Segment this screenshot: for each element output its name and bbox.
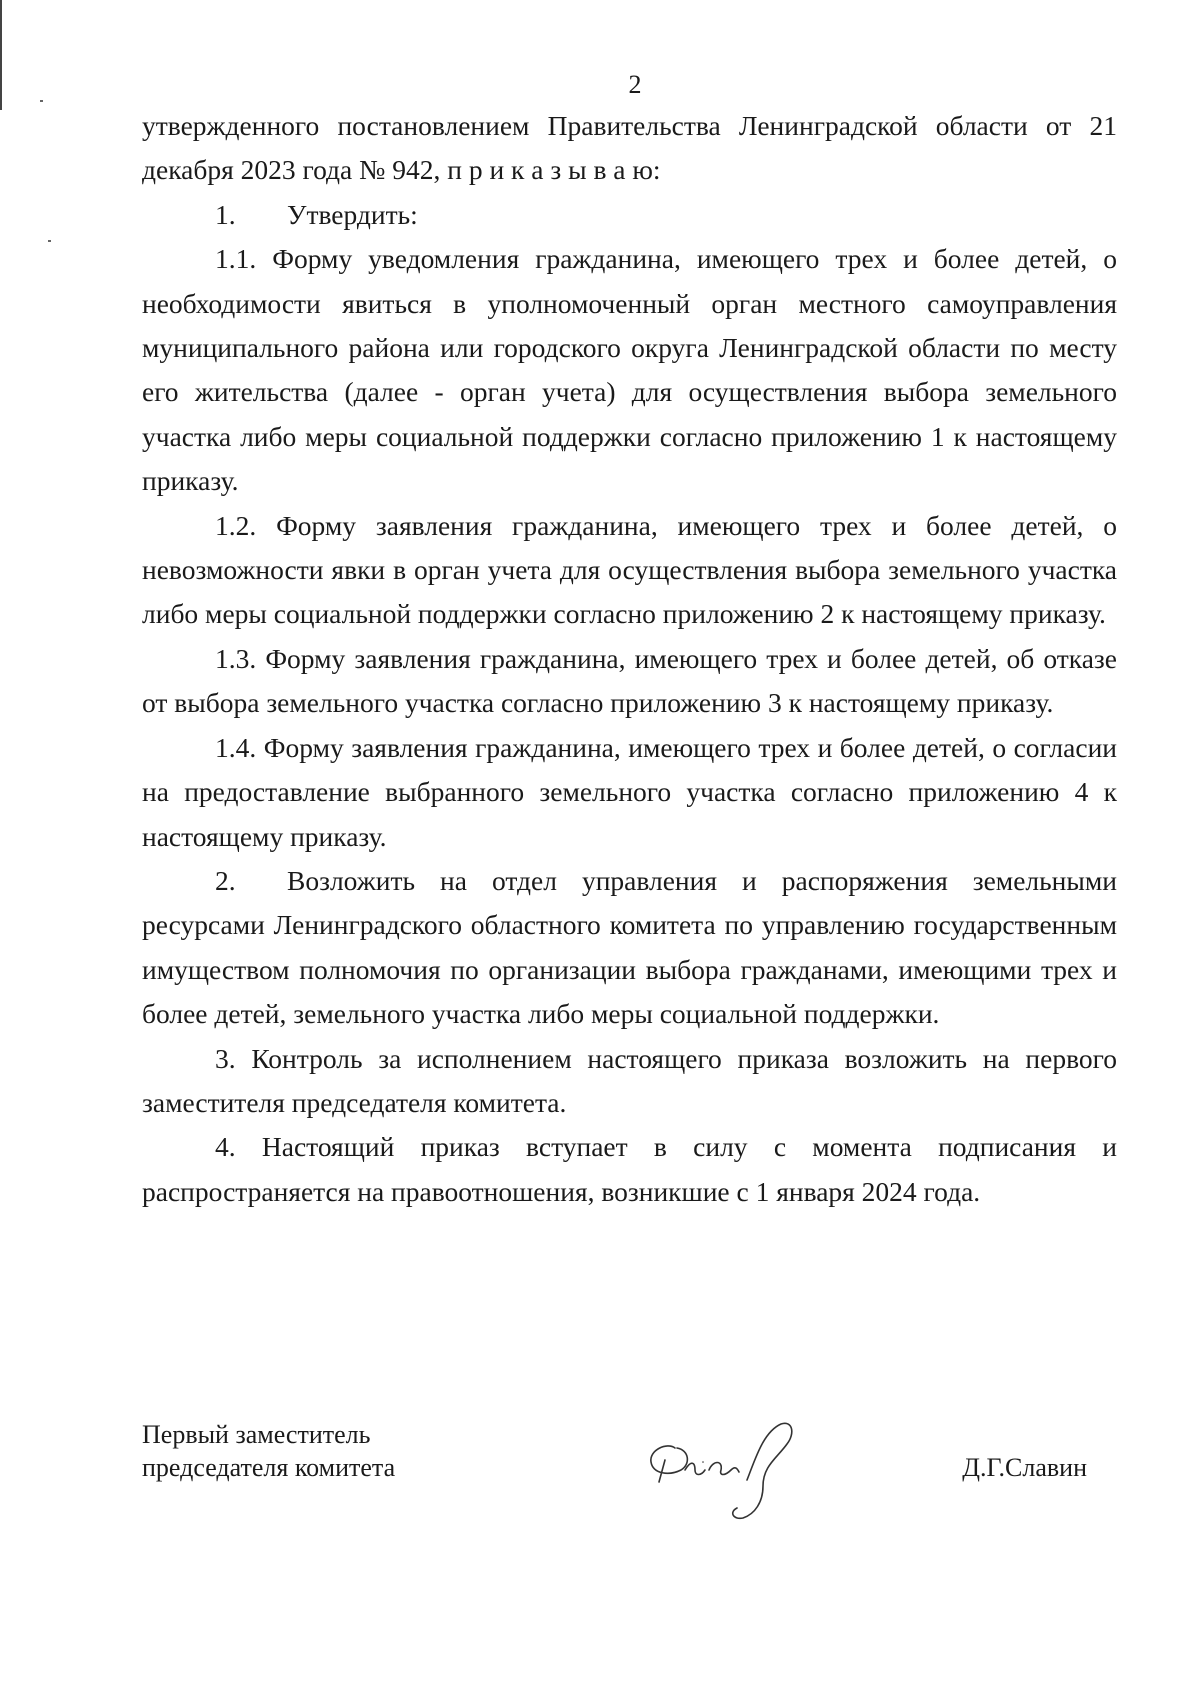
item-1-text: Утвердить: (287, 198, 418, 230)
position-line-2: председателя комитета (142, 1453, 396, 1482)
position-line-1: Первый заместитель (142, 1420, 371, 1449)
signature-block (142, 1418, 1117, 1548)
paragraph-item-1-2: 1.2. Форму заявления гражданина, имеющего трех и более детей, о невозможности явки в орган учета для осуществления выбора земельного участка либо меры социальной поддержки согласно приложению 2 к настоящему приказу. (142, 509, 1117, 630)
paragraph-item-1 (142, 193, 1117, 237)
page-number: 2 (628, 70, 642, 99)
document-body (142, 104, 1117, 1214)
handwritten-signature (637, 1410, 837, 1530)
paragraph-item-1-1: 1.1. Форму уведомления гражданина, имеющего трех и более детей, о необходимости явиться в уполномоченный орган местного самоуправления муниципального района или городского округа Ленинградской области по месту его жительства (далее - орган учета) для осуществления выбора земельного участка либо меры социальной поддержки согласно приложению 1 к настоящему приказу. (142, 243, 1117, 497)
paragraph-item-2 (142, 859, 1117, 1037)
signatory-name: Д.Г.Славин (962, 1453, 1087, 1482)
paragraph-intro: утвержденного постановлением Правительства Ленинградской области от 21 декабря 2023 года № 942, п р и к а з ы в а ю: (142, 110, 1117, 186)
paragraph-item-3: 3. Контроль за исполнением настоящего приказа возложить на первого заместителя председателя комитета. (142, 1042, 1117, 1118)
paragraph-item-1-3: 1.3. Форму заявления гражданина, имеющего трех и более детей, об отказе от выбора земельного участка согласно приложению 3 к настоящему приказу. (142, 642, 1117, 719)
item-2-text: Возложить на отдел управления и распоряжения земельными ресурсами Ленинградского областного комитета по управлению государственным имуществом полномочия по организации выбора гражданами, имеющими трех и более детей, земельного участка либо меры социальной поддержки. (142, 864, 1117, 1030)
item-number-2: 2. (215, 864, 236, 896)
signatory-position (142, 1418, 395, 1484)
paragraph-item-4: 4. Настоящий приказ вступает в силу с момента подписания и распространяется на правоотношения, возникшие с 1 января 2024 года. (142, 1131, 1117, 1207)
item-number-1: 1. (215, 198, 236, 230)
scan-speck (48, 240, 51, 242)
scan-speck (40, 100, 43, 102)
paragraph-item-1-4: 1.4. Форму заявления гражданина, имеющего трех и более детей, о согласии на предоставление выбранного земельного участка согласно приложению 4 к настоящему приказу. (142, 731, 1117, 852)
